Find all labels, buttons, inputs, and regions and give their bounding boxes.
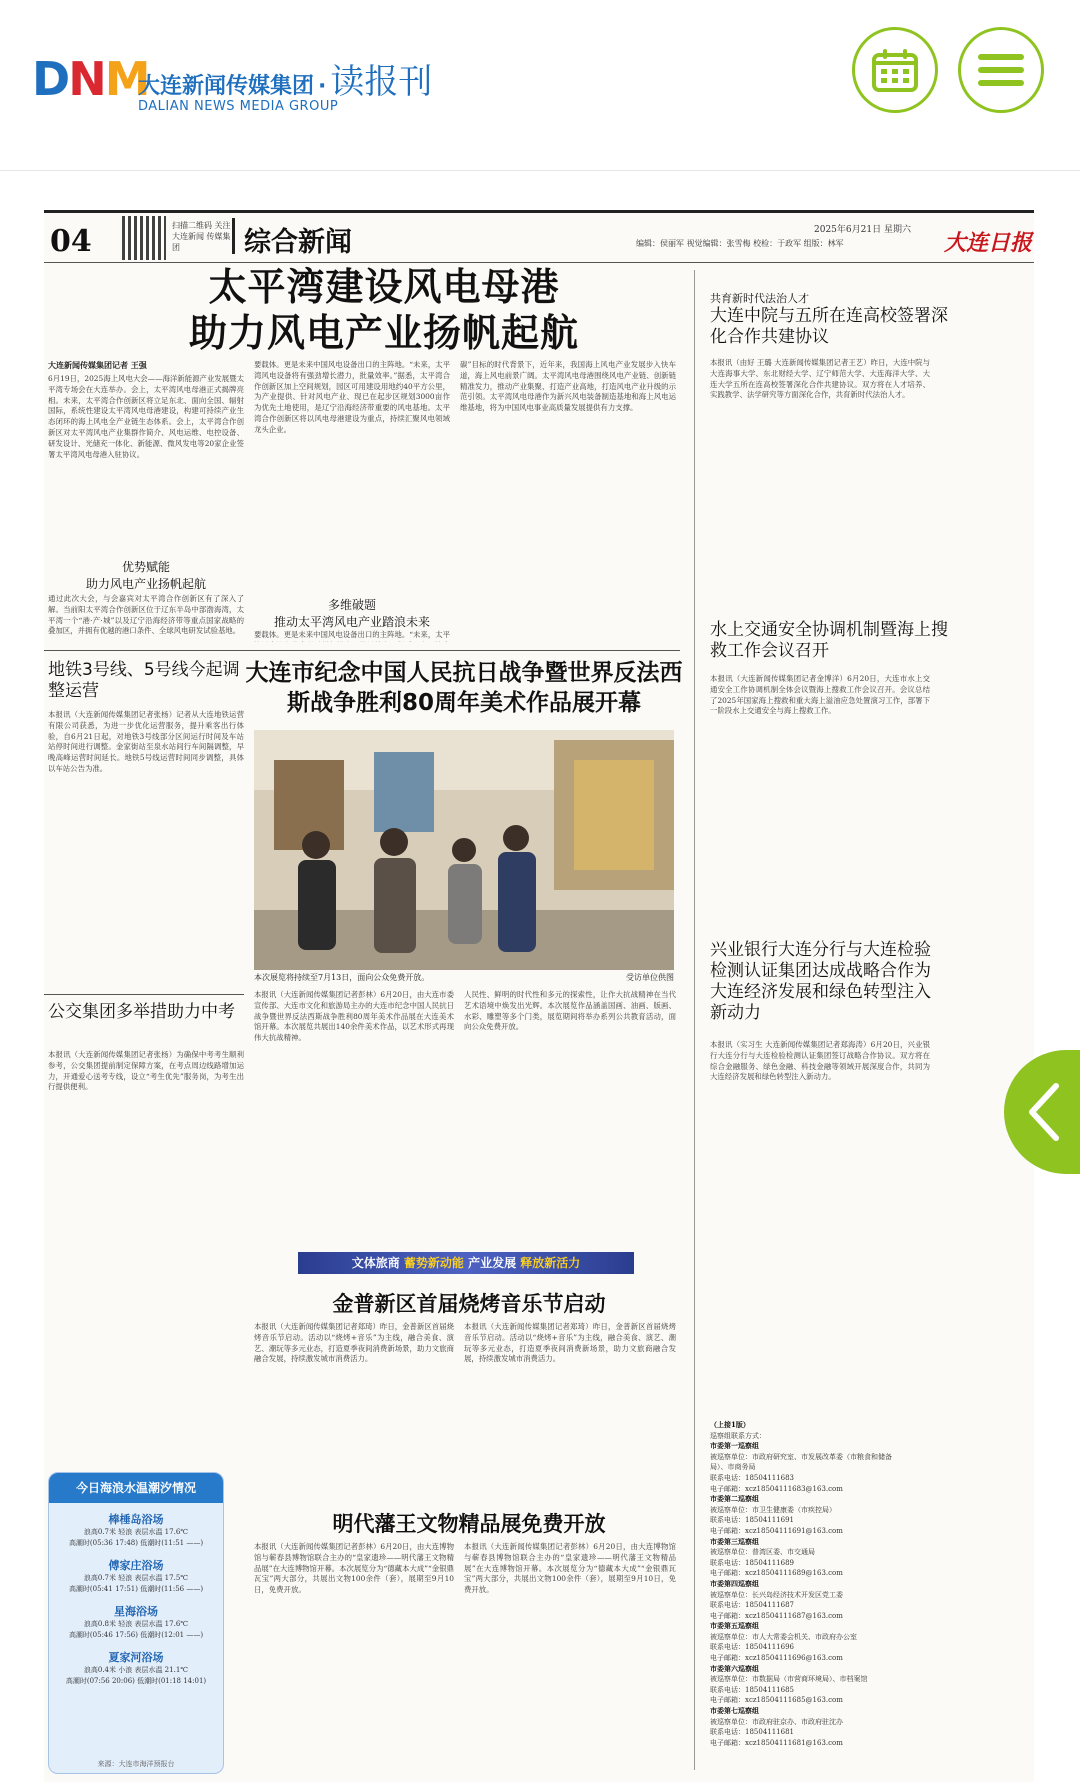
main-subhead-2-kicker: 多维破题 (327, 598, 376, 612)
exhibition-body-col1: 本报讯（大连新闻传媒集团记者彭林）6月20日，由大连市委宣传部、大连市文化和旅游局主办的大连市纪念中国人民抗日战争暨世界反法西斯战争胜利80周年美术作品展在大连美术馆开幕。本次展览共展出140余件美术作品，以艺术形式再现伟大抗战精神。 (254, 990, 454, 1043)
contact-line: 联系电话：18504111696 (710, 1643, 794, 1652)
contact-line: 电子邮箱：xcz18504111681@163.com (710, 1738, 843, 1747)
main-subhead-2 (254, 596, 450, 630)
contacts-title: （上接1版） (710, 1420, 750, 1429)
contact-line: 被巡察单位：市数据局（市营商环境局）、市档案馆 (710, 1675, 868, 1684)
dnm-logo[interactable] (32, 52, 148, 106)
chevron-left-icon (1026, 1082, 1060, 1142)
main-subhead-1-kicker: 优势赋能 (121, 560, 170, 574)
contact-line: 市委第四巡察组 (710, 1578, 759, 1588)
main-body-col2: 要载体。更是未来中国风电设备出口的主阵地。“未来，太平湾风电设备将有强劲增长潜力，批量效率。”据悉，太平湾合作创新区加上空间规划，园区可用建设用地约40平方公里，为产业提供、针对风电产业、现已在起步区规划3000亩作为优先土地使用，是辽宁沿海经济带重要的风电基地。太平湾合作创新区将以风电母港建设为重点，持续汇聚风电领域龙头企业。 (254, 360, 450, 434)
banner-part-2: 蓄势新动能 (403, 1256, 464, 1270)
logo-letter-m: M (104, 52, 149, 106)
tide-title: 今日海浪水温潮汐情况 (49, 1473, 223, 1503)
tide-beach-1 (49, 1511, 223, 1549)
main-reporter: 大连新闻传媒集团记者 王强 (48, 360, 147, 370)
metro-body: 本报讯（大连新闻传媒集团记者张杨）记者从大连地铁运营有限公司获悉，为进一步优化运营服务，提升乘客出行体验，自6月21日起，对地铁3号线部分区间运行时间及车站站停时间进行调整。金家街站至泉水站间行车间隔调整，早晚高峰运营时间延长。地铁5号线运营时间同步调整，具体以车站公告为准。 (48, 710, 244, 773)
tide-beach-name: 棒棰岛浴场 (108, 1513, 164, 1526)
bus-headline: 公交集团多举措助力中考 (48, 1002, 235, 1022)
contact-line: 联系电话：18504111681 (710, 1728, 794, 1737)
contact-line: 市委第三巡察组 (710, 1536, 759, 1546)
contact-line: 电子邮箱：xcz18504111687@163.com (710, 1611, 843, 1620)
contact-line: 巡察组联系方式： (710, 1431, 766, 1440)
qr-caption: 扫描二维码 关注大连新闻 传媒集团 (172, 221, 231, 252)
main-subhead-1 (48, 558, 244, 592)
page-number: 04 (50, 224, 92, 259)
banner-part-4: 释放新活力 (520, 1256, 581, 1270)
contact-line: 联系电话：18504111683 (710, 1473, 794, 1482)
app-header (0, 0, 1080, 171)
bank-body: 本报讯（实习生 大连新闻传媒集团记者郑海涛）6月20日，兴业银行大连分行与大连检验检测认证集团签订战略合作协议。双方将在综合金融服务、绿色金融、科技金融等领域开展深度合作，共同为大连经济发展和绿色转型注入新动力。 (710, 1040, 930, 1082)
contact-line: 市委第一巡察组 (710, 1441, 759, 1451)
contact-line: 电子邮箱：xcz18504111683@163.com (710, 1484, 843, 1493)
contact-line: 联系电话：18504111689 (710, 1558, 794, 1567)
tide-times: 高潮时(05:46 17:56) 低潮时(12:01 ——) (68, 1631, 204, 1639)
tide-beach-name: 星海浴场 (114, 1605, 158, 1618)
tide-times: 高潮时(05:41 17:51) 低潮时(11:56 ——) (68, 1585, 204, 1593)
photo-credit: 受访单位供图 (626, 973, 674, 982)
relics-body-col2: 本报讯（大连新闻传媒集团记者彭林）6月20日，由大连博物馆与蕲春县博物馆联合主办的“皇家遗珍——明代藩王文物精品展”在大连博物馆开幕。本次展览分为“德藏本大成”“金银鼎瓦宝”两大部分，共展出文物100余件（套），展期至9月10日，免费开放。 (464, 1542, 676, 1595)
tide-wave: 浪高0.7米 轻浪 表层水温 17.6℃ (83, 1528, 189, 1536)
contact-line: 市委第七巡察组 (710, 1706, 759, 1716)
contact-line: 联系电话：18504111691 (710, 1516, 794, 1525)
main-headline-line1: 太平湾建设风电母港 (208, 264, 560, 309)
exhibition-headline: 大连市纪念中国人民抗日战争暨世界反法西斯战争胜利80周年美术作品展开幕 (245, 660, 683, 716)
maritime-headline: 水上交通安全协调机制暨海上搜救工作会议召开 (710, 620, 948, 661)
tide-beach-3 (49, 1603, 223, 1641)
qr-code-icon (122, 216, 166, 260)
main-subhead-2-title: 推动太平湾风电产业踏浪未来 (273, 615, 430, 629)
contact-line: 被巡察单位：市人大常委会机关、市政府办公室 (710, 1632, 857, 1641)
main-body-col1: 6月19日，2025海上风电大会——海洋新能源产业发展暨太平湾专场会在大连举办。会上，太平湾风电母港正式揭牌亮相。未来，太平湾合作创新区将立足东北、面向全国、辐射国际，系统性建设太平湾风电母港建设，构建可持续产业生态闭环的海上风电全产业链生态体系。会上，太平湾合作创新区对太平湾风电产业集群作简介、风电运维、电控设备、研发设计、光储充一体化、新能源、微风发电等20家企业签署太平湾风电母港入驻协议。 (48, 374, 244, 459)
section-title: 综合新闻 (244, 227, 352, 258)
newspaper-page[interactable] (44, 210, 1034, 1782)
contact-line: 电子邮箱：xcz18504111689@163.com (710, 1569, 843, 1578)
tide-wave: 浪高0.7米 轻浪 表层水温 17.5℃ (83, 1574, 189, 1582)
contact-line: 被巡察单位：长兴岛经济技术开发区党工委 (710, 1590, 843, 1599)
contact-line: 联系电话：18504111685 (710, 1685, 794, 1694)
main-story-rule (44, 650, 680, 651)
banner-part-3: 产业发展 (468, 1256, 517, 1270)
contact-line: 电子邮箱：xcz18504111685@163.com (710, 1696, 843, 1705)
exhibition-photo-image (254, 730, 674, 970)
banner-part-1: 文体旅商 (351, 1256, 400, 1270)
tide-beach-name: 傅家庄浴场 (108, 1559, 164, 1572)
logo-en: DALIAN NEWS MEDIA GROUP (138, 99, 339, 114)
tide-times: 高潮时(07:56 20:06) 低潮时(01:18 14:01) (65, 1677, 207, 1685)
logo-cn: 大连新闻传媒集团 (138, 74, 315, 99)
tide-beach-name: 夏家河浴场 (108, 1651, 164, 1664)
bbq-festival-headline: 金普新区首届烧烤音乐节启动 (332, 1292, 606, 1316)
relics-body-col1: 本报讯（大连新闻传媒集团记者彭林）6月20日，由大连博物馆与蕲春县博物馆联合主办的“皇家遗珍——明代藩王文物精品展”在大连博物馆开幕。本次展览分为“德藏本大成”“金银鼎瓦宝”两大部分，共展出文物100余件（套），展期至9月10日，免费开放。 (254, 1542, 454, 1595)
court-headline: 大连中院与五所在连高校签署深化合作共建协议 (710, 306, 948, 347)
tide-wave: 浪高0.4米 小浪 表层水温 21.1℃ (83, 1666, 189, 1674)
contact-line: 被巡察单位：市政府研究室、市发展改革委（市粮食和储备局）、市商务局 (710, 1452, 892, 1472)
main-headline (154, 264, 614, 356)
main-headline-line2: 助力风电产业扬帆起航 (188, 310, 579, 355)
culture-tourism-banner (298, 1252, 634, 1274)
exhibition-body-col2: 人民性、鲜明的时代性和多元的探索性，让作大抗战精神在当代艺术语境中焕发出光辉。本次展览作品涵盖国画、油画、版画、水彩、雕塑等多个门类，展览期间将举办系列公共教育活动，面向公众免费开放。 (464, 990, 676, 1032)
contact-line: 被巡察单位：市政府驻京办、市政府驻沈办 (710, 1717, 843, 1726)
edition-date: 2025年6月21日 星期六 (814, 225, 911, 235)
inspection-contacts (710, 1420, 906, 1780)
menu-button[interactable] (958, 27, 1044, 113)
main-subhead-1-title: 助力风电产业扬帆起航 (85, 577, 206, 591)
contact-line: 电子邮箱：xcz18504111691@163.com (710, 1526, 843, 1535)
logo-letter-n: N (68, 52, 105, 106)
tide-beach-4 (49, 1649, 223, 1687)
contact-line: 市委第五巡察组 (710, 1621, 759, 1631)
tide-source: 来源：大连市海洋预报台 (97, 1760, 175, 1768)
contact-line: 被巡察单位：普湾区委、市交通局 (710, 1548, 815, 1557)
logo-letter-d: D (32, 52, 69, 106)
contact-line: 联系电话：18504111687 (710, 1601, 794, 1610)
bbq-body-col1: 本报讯（大连新闻传媒集团记者郑琦）昨日，金普新区首届烧烤音乐节启动。活动以“烧烤+音乐”为主线，融合美食、演艺、潮玩等多元业态，打造夏季夜间消费新场景，助力文旅商融合发展，持续激发城市消费活力。 (254, 1322, 454, 1364)
bank-headline: 兴业银行大连分行与大连检验检测认证集团达成战略合作为大连经济发展和绿色转型注入新动力 (710, 940, 931, 1023)
menu-icon (978, 47, 1024, 93)
logo-sub: 读报刊 (330, 62, 433, 102)
tide-times: 高潮时(05:36 17:48) 低潮时(11:51 ——) (68, 1539, 204, 1547)
logo-text (138, 54, 432, 114)
contact-line: 市委第二巡察组 (710, 1494, 759, 1504)
main-body-col1b: 通过此次大会，与会嘉宾对太平湾合作创新区有了深入了解。当前阳太平湾合作创新区位于辽东半岛中部渤海湾，太平湾一个“港·产·城”以及辽宁沿海经济带等重点国家战略的叠加区，并拥有优越的港口条件、全球风电研发试验基地。 (48, 594, 244, 636)
photo-caption: 本次展览将持续至7月13日，面向公众免费开放。 (254, 973, 430, 982)
court-body: 本报讯（由好 王璐 大连新闻传媒集团记者王艺）昨日，大连中院与大连海事大学、东北财经大学、辽宁师范大学、大连海洋大学、大连大学五所在连高校签署深化合作共建协议。双方将在人才培养、实践教学、法学研究等方面深化合作，共育新时代法治人才。 (710, 358, 930, 400)
contact-line: 被巡察单位：市卫生健康委（市疾控局） (710, 1505, 836, 1514)
maritime-body: 本报讯（大连新闻传媒集团记者金博洋）6月20日，大连市水上交通安全工作协调机制全体会议暨海上搜救工作会议召开。会议总结了2025年国家海上搜救和重大海上溢油应急处置演习工作，部署下一阶段水上交通安全与海上搜救工作。 (710, 674, 930, 716)
bbq-body-col2: 本报讯（大连新闻传媒集团记者郑琦）昨日，金普新区首届烧烤音乐节启动。活动以“烧烤+音乐”为主线，融合美食、演艺、潮玩等多元业态，打造夏季夜间消费新场景，助力文旅商融合发展，持续激发城市消费活力。 (464, 1322, 676, 1364)
calendar-button[interactable] (852, 27, 938, 113)
exhibition-photo[interactable] (254, 730, 674, 970)
bus-body: 本报讯（大连新闻传媒集团记者张杨）为确保中考考生顺利参考，公交集团提前制定保障方案，在考点周边线路增加运力，开通爱心送考专线，设立“考生优先”服务岗，为考生出行提供便利。 (48, 1050, 244, 1092)
edition-staff: 编辑：侯丽军 视觉编辑：张雪梅 校检：于政军 组版：林军 (636, 239, 844, 248)
section-divider (232, 218, 235, 254)
right-column-rule (694, 270, 695, 1770)
relics-exhibition-headline: 明代藩王文物精品展免费开放 (332, 1512, 606, 1536)
metro-rule (44, 994, 244, 995)
metro-headline: 地铁3号线、5号线今起调整运营 (48, 660, 240, 701)
tide-wave: 浪高0.8米 轻浪 表层水温 17.6℃ (83, 1620, 189, 1628)
contact-line: 电子邮箱：xcz18504111696@163.com (710, 1654, 843, 1663)
header-rule (44, 262, 1034, 263)
calendar-icon (871, 47, 919, 93)
tide-info-box (48, 1472, 224, 1774)
masthead-rule (44, 210, 1034, 213)
main-body-col2b: 要载体。更是未来中国风电设备出口的主阵地。“未来，太平 (254, 630, 450, 639)
main-body-col3: 碳”目标的时代背景下，近年来，我国海上风电产业发展步入快车道，海上风电前景广阔。太平湾风电母港围绕风电产业链、创新链精准发力，推动产业集聚、打造产业高地，打造风电产业升级的示范引领。太平湾风电母港作为新兴风电装备制造基地和海上风电运维基地，将为中国风电事业高质量发展提供有力支撑。 (460, 360, 676, 413)
photo-caption-row (254, 972, 674, 983)
court-kicker: 共育新时代法治人才 (710, 292, 809, 305)
logo-sep: · (318, 74, 327, 99)
contact-line: 市委第六巡察组 (710, 1663, 759, 1673)
tide-beach-2 (49, 1557, 223, 1595)
paper-brand: 大连日报 (944, 230, 1033, 256)
